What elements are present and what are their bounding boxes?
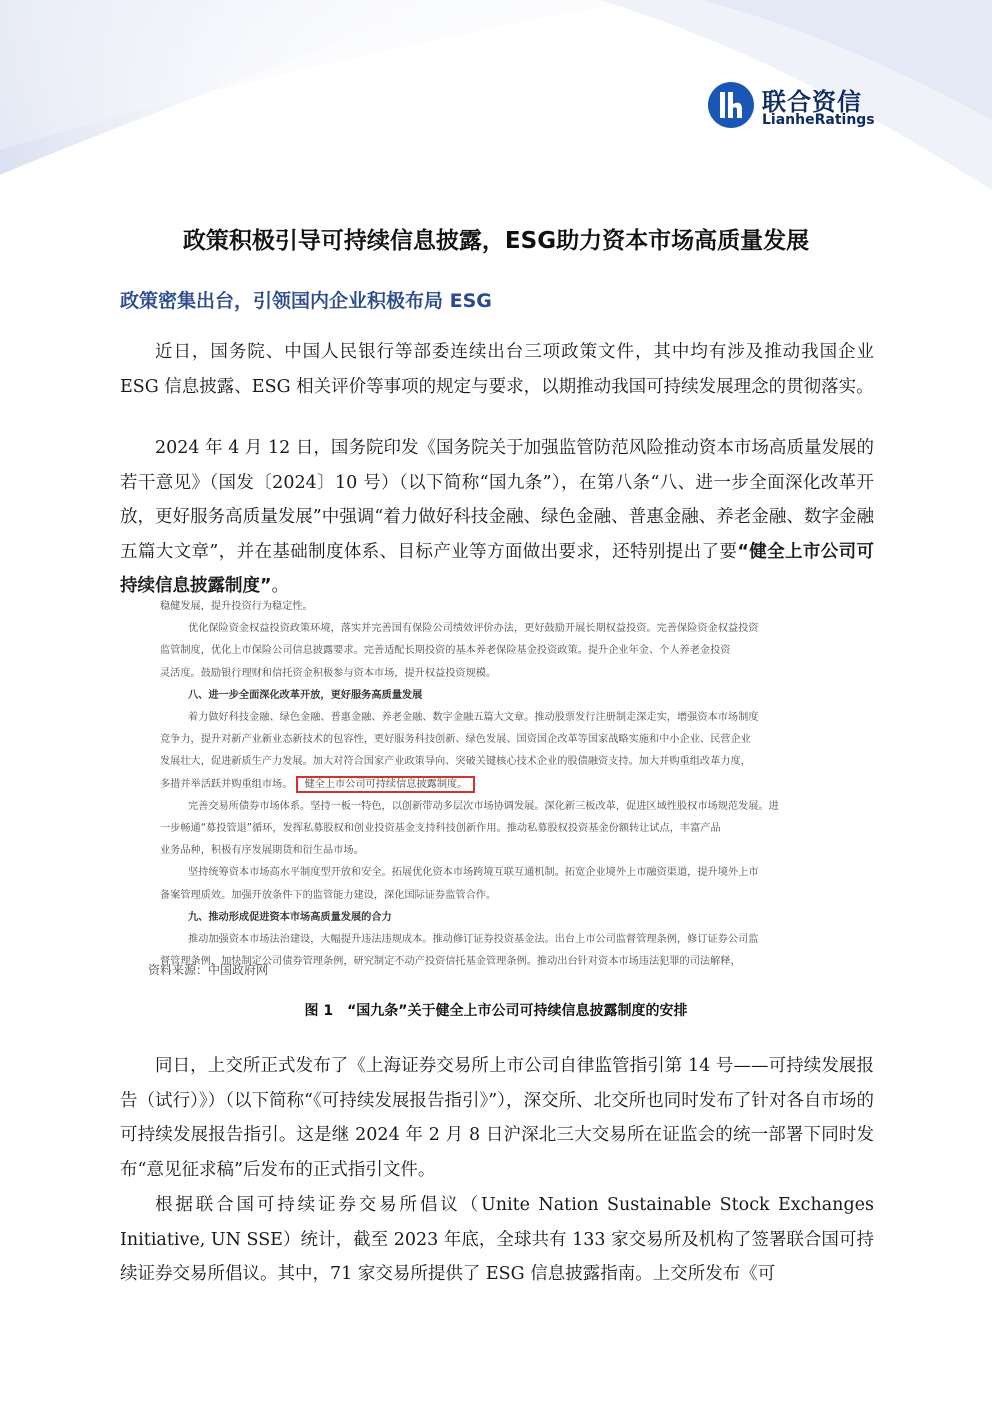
highlight-box: 健全上市公司可持续信息披露制度。 <box>296 776 475 793</box>
section-heading: 政策密集出台，引领国内企业积极布局 ESG <box>120 290 492 312</box>
paragraph-un-sse: 根据联合国可持续证券交易所倡议（Unite Nation Sustainable Stock Exchanges Initiative, UN SSE）统计，截至 2023 年底，全球共有 133 家交易所及机构了签署联合国可持续证券交易所倡议。其中，71 家交易所提供了 ESG 信息披露指南。上交所发布《可 <box>120 1195 874 1284</box>
figure-source: 资料来源：中国政府网 <box>148 963 269 977</box>
clip-line: 着力做好科技金融、绿色金融、普惠金融、养老金融、数字金融五篇大文章。推动股票发行注册制走深走实，增强资本市场制度 <box>188 712 759 724</box>
clip-line: 监管制度，优化上市保险公司信息披露要求。完善适配长期投资的基本养老保险基金投资政策。提升企业年金、个人养老金投资 <box>160 645 731 657</box>
clip-line: 业务品种，积极有序发展期货和衍生品市场。 <box>160 845 364 857</box>
brand-name-en: LianheRatings <box>762 112 875 128</box>
clip-line: 稳健发展，提升投资行为稳定性。 <box>160 601 313 612</box>
clip-heading: 九、推动形成促进资本市场高质量发展的合力 <box>188 911 392 923</box>
clip-line <box>160 774 825 796</box>
clip-line: 推动加强资本市场法治建设，大幅提升违法违规成本。推动修订证券投资基金法。出台上市公司监督管理条例，修订证券公司监 <box>188 934 759 946</box>
clip-line: 完善交易所债券市场体系。坚持一板一特色，以创新带动多层次市场协调发展。深化新三板改革，促进区域性股权市场规范发展。进 <box>188 800 779 812</box>
lianhe-logo-icon <box>706 80 756 130</box>
clip-line: 灵活度。鼓励银行理财和信托资金积极参与资本市场，提升权益投资规模。 <box>160 667 497 679</box>
document-title: 政策积极引导可持续信息披露，ESG助力资本市场高质量发展 <box>182 228 810 254</box>
paragraph-intro: 近日，国务院、中国人民银行等部委连续出台三项政策文件，其中均有涉及推动我国企业 ESG 信息披露、ESG 相关评价等事项的规定与要求，以期推动我国可持续发展理念的贯彻落实。 <box>120 342 874 397</box>
paragraph-text: 2024 年 4 月 12 日，国务院印发《国务院关于加强监管防范风险推动资本市场高质量发展的若干意见》（国发〔2024〕10 号）（以下简称“国九条”），在第八条“八、进一步全面深化改革开放，更好服务高质量发展”中强调“着力做好科技金融、绿色金融、普惠金融、养老金融、数字金融五篇大文章”，并在基础制度体系、目标产业等方面做出要求，还特别提出了要 <box>120 438 874 562</box>
brand-name-cn: 联合资信 <box>762 88 862 116</box>
clip-text: 多措并举活跃并购重组市场。 <box>160 778 293 790</box>
paragraph-exchange-guidelines: 同日，上交所正式发布了《上海证券交易所上市公司自律监管指引第 14 号——可持续发展报告（试行）》）（以下简称“《可持续发展报告指引》”），深交所、北交所也同时发布了针对各自市场的可持续发展报告指引。这是继 2024 年 2 月 8 日沪深北三大交易所在证监会的统一部署下同时发布“意见征求稿”后发布的正式指引文件。 <box>120 1056 874 1180</box>
clip-line: 竞争力，提升对新产业新业态新技术的包容性，更好服务科技创新、绿色发展、国资国企改革等国家战略实施和中小企业、民营企业 <box>160 734 751 746</box>
brand-logo <box>706 80 886 136</box>
paragraph-guojiutiao <box>120 431 874 604</box>
clip-line: 一步畅通“募投管退”循环，发挥私募股权和创业投资基金支持科技创新作用。推动私募股权投资基金份额转让试点，丰富产品 <box>160 823 721 835</box>
clip-line: 备案管理质效。加强开放条件下的监管能力建设，深化国际证券监管合作。 <box>160 889 497 901</box>
clip-line: 坚持统筹资本市场高水平制度型开放和安全。拓展优化资本市场跨境互联互通机制。拓宽企业境外上市融资渠道，提升境外上市 <box>188 867 759 879</box>
emphasis-text: “健全上市公司可持续信息披露制度” <box>120 541 874 596</box>
clip-heading: 八、进一步全面深化改革开放，更好服务高质量发展 <box>188 689 423 701</box>
clip-line: 督管理条例，加快制定公司债券管理条例，研究制定不动产投资信托基金管理条例。推动出台针对资本市场违法犯罪的司法解释， <box>160 956 741 968</box>
figure-policy-clipping <box>160 596 825 968</box>
figure-caption: 图 1 “国九条”关于健全上市公司可持续信息披露制度的安排 <box>304 1003 688 1019</box>
clip-line: 发展壮大，促进新质生产力发展。加大对符合国家产业政策导向、突破关键核心技术企业的股债融资支持。加大并购重组改革力度， <box>160 756 751 768</box>
clip-line: 优化保险资金权益投资政策环境，落实并完善国有保险公司绩效评价办法，更好鼓励开展长期权益投资。完善保险资金权益投资 <box>188 623 759 635</box>
paragraph-text-end: 。 <box>271 576 290 596</box>
